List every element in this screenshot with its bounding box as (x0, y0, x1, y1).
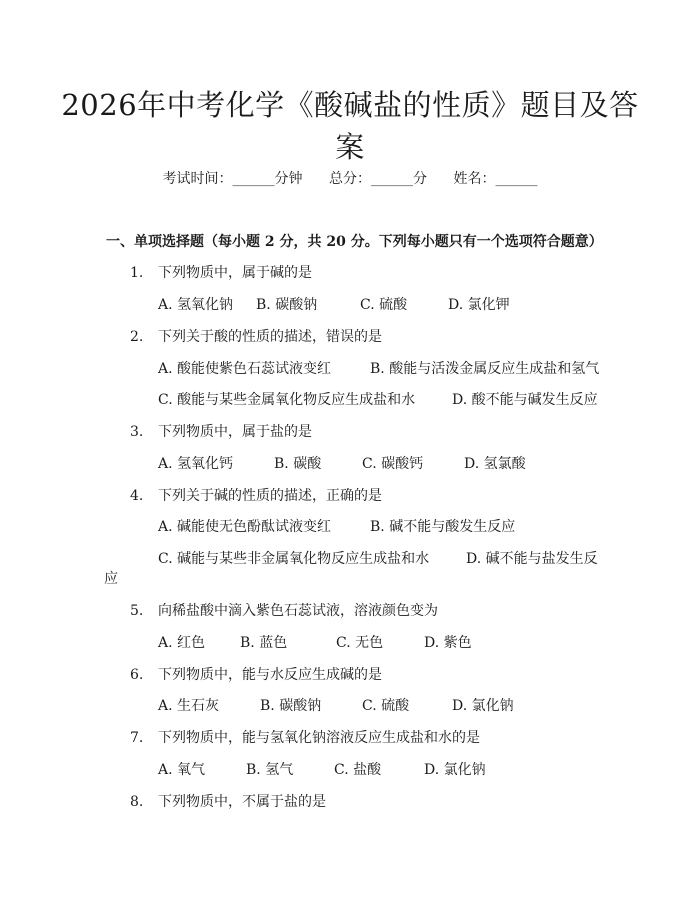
option-d: D. 氯化钠 (452, 698, 514, 714)
question-stem (130, 485, 382, 505)
options-row (158, 632, 472, 652)
exam-time-field: 考试时间：______分钟 (162, 171, 303, 187)
question-stem (130, 727, 480, 747)
options-row (158, 358, 599, 378)
question-text: 下列物质中，属于碱的是 (158, 265, 312, 281)
option-c: C. 盐酸 (334, 762, 382, 778)
options-row (158, 516, 515, 536)
option-c: C. 无色 (336, 635, 384, 651)
question-stem (130, 262, 312, 282)
student-name-field: 姓名：______ (453, 171, 538, 187)
option-c: C. 酸能与某些金属氧化物反应生成盐和水 (158, 392, 416, 408)
option-a: A. 氧气 (158, 762, 206, 778)
question-text: 下列关于碱的性质的描述，正确的是 (158, 488, 382, 504)
question-stem (130, 664, 382, 684)
option-b: B. 碳酸钠 (260, 698, 322, 714)
options-row (158, 695, 514, 715)
option-a: A. 氢氧化钠 (158, 297, 234, 313)
question-text: 下列物质中，能与水反应生成碱的是 (158, 667, 382, 683)
question-stem (130, 421, 312, 441)
option-d: D. 氯化钾 (448, 297, 510, 313)
options-row (158, 759, 486, 779)
question-number: 7. (130, 730, 144, 746)
option-c: C. 碱能与某些非金属氧化物反应生成盐和水 (158, 551, 430, 567)
question-number: 6. (130, 667, 144, 683)
question-stem (130, 326, 382, 346)
question-number: 4. (130, 488, 144, 504)
question-stem (130, 600, 438, 620)
option-b: B. 氢气 (246, 762, 294, 778)
option-b: B. 碳酸 (274, 456, 322, 472)
section-heading: 一、单项选择题（每小题 2 分，共 20 分。下列每小题只有一个选项符合题意） (106, 234, 603, 250)
question-text: 向稀盐酸中滴入紫色石蕊试液，溶液颜色变为 (158, 603, 438, 619)
options-row (158, 294, 510, 314)
exam-info-line (0, 168, 700, 188)
document-title: 2026年中考化学《酸碱盐的性质》题目及答案 (61, 88, 639, 164)
option-b: B. 蓝色 (240, 635, 288, 651)
option-d: D. 氢氯酸 (464, 456, 526, 472)
option-a: A. 生石灰 (158, 698, 220, 714)
question-text: 下列物质中，不属于盐的是 (158, 794, 326, 810)
option-d: D. 酸不能与碱发生反应 (452, 392, 598, 408)
option-d: D. 碱不能与盐发生反 (466, 551, 598, 567)
option-d: D. 氯化钠 (424, 762, 486, 778)
question-number: 2. (130, 329, 144, 345)
option-d-wrap: 应 (104, 571, 118, 587)
question-stem (130, 791, 326, 811)
option-c: C. 碳酸钙 (362, 456, 424, 472)
options-row (158, 548, 598, 568)
option-b: B. 碳酸钠 (256, 297, 318, 313)
question-number: 8. (130, 794, 144, 810)
question-text: 下列物质中，能与氢氧化钠溶液反应生成盐和水的是 (158, 730, 480, 746)
option-c: C. 硫酸 (360, 297, 408, 313)
option-b: B. 碱不能与酸发生反应 (370, 519, 516, 535)
question-text: 下列物质中，属于盐的是 (158, 424, 312, 440)
question-text: 下列关于酸的性质的描述，错误的是 (158, 329, 382, 345)
question-number: 1. (130, 265, 144, 281)
question-number: 5. (130, 603, 144, 619)
option-a: A. 碱能使无色酚酞试液变红 (158, 519, 332, 535)
total-score-field: 总分：______分 (329, 171, 427, 187)
option-a: A. 红色 (158, 635, 206, 651)
option-d: D. 紫色 (424, 635, 472, 651)
options-row (158, 453, 526, 473)
option-a: A. 酸能使紫色石蕊试液变红 (158, 361, 332, 377)
option-b: B. 酸能与活泼金属反应生成盐和氢气 (370, 361, 600, 377)
question-number: 3. (130, 424, 144, 440)
options-row (158, 389, 598, 409)
option-a: A. 氢氧化钙 (158, 456, 234, 472)
option-c: C. 硫酸 (362, 698, 410, 714)
